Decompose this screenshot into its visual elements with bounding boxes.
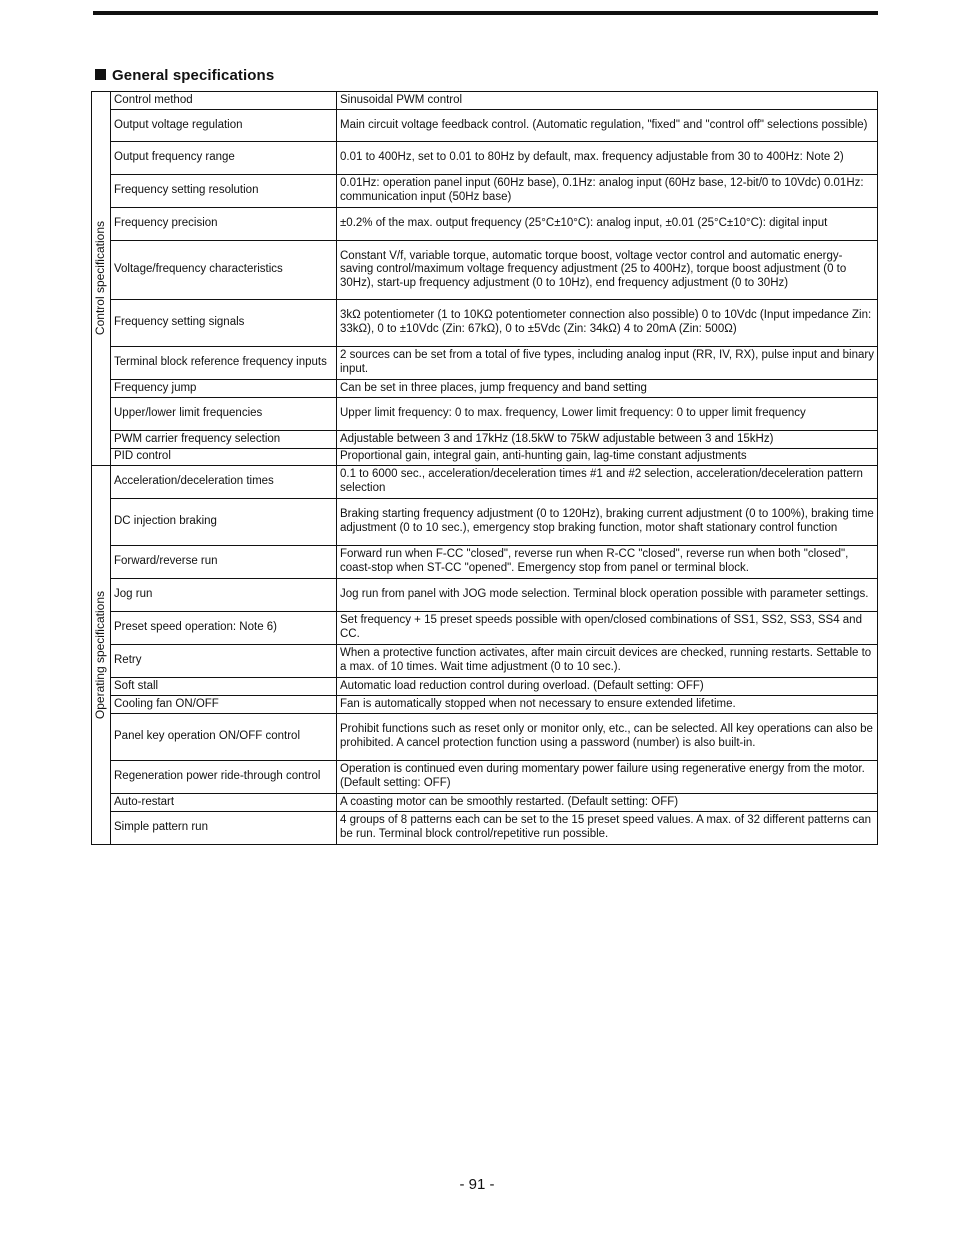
spec-table: [91, 91, 878, 845]
table-row: [92, 499, 878, 546]
table-row: [92, 241, 878, 300]
table-row: [92, 645, 878, 678]
spec-item-name: Preset speed operation: Note 6): [111, 612, 337, 645]
table-row: [92, 110, 878, 142]
spec-item-description: Jog run from panel with JOG mode selection. Terminal block operation possible with parameter settings.: [337, 579, 878, 612]
spec-table-body: [92, 92, 878, 845]
spec-item-name: Control method: [111, 92, 337, 110]
spec-item-name: PID control: [111, 449, 337, 466]
table-row: [92, 696, 878, 714]
spec-item-description: Main circuit voltage feedback control. (Automatic regulation, "fixed" and "control off" selections possible): [337, 110, 878, 142]
spec-item-description: Can be set in three places, jump frequency and band setting: [337, 380, 878, 398]
spec-item-name: Jog run: [111, 579, 337, 612]
spec-item-description: ±0.2% of the max. output frequency (25°C±10°C): analog input, ±0.01 (25°C±10°C): digital input: [337, 208, 878, 241]
spec-item-description: Forward run when F-CC "closed", reverse run when R-CC "closed", reverse run when both "closed", coast-stop when ST-CC "opened". Emergency stop from panel or terminal block.: [337, 546, 878, 579]
control-spec-category-label: Control specifications: [93, 221, 108, 336]
spec-item-name: Regeneration power ride-through control: [111, 761, 337, 794]
spec-item-name: Panel key operation ON/OFF control: [111, 714, 337, 761]
table-row: [92, 175, 878, 208]
spec-item-name: Frequency setting signals: [111, 300, 337, 347]
spec-item-description: 2 sources can be set from a total of five types, including analog input (RR, IV, RX), pulse input and binary input.: [337, 347, 878, 380]
control-spec-category-cell: [92, 92, 111, 466]
table-row: [92, 812, 878, 845]
spec-item-description: Operation is continued even during momentary power failure using regenerative energy from the motor. (Default setting: OFF): [337, 761, 878, 794]
spec-item-name: Terminal block reference frequency inputs: [111, 347, 337, 380]
spec-item-description: 3kΩ potentiometer (1 to 10KΩ potentiometer connection also possible) 0 to 10Vdc (Input impedance Zin: 33kΩ), 0 to ±10Vdc (Zin: 67kΩ), 0 to ±5Vdc (Zin: 34kΩ) 4 to 20mA (Zin: 500Ω): [337, 300, 878, 347]
spec-item-description: When a protective function activates, after main circuit devices are checked, running restarts. Settable to a max. of 10 times. Wait time adjustment (0 to 10 sec.).: [337, 645, 878, 678]
spec-item-name: Auto-restart: [111, 794, 337, 812]
table-row: [92, 612, 878, 645]
section-title: General specifications: [112, 67, 275, 84]
spec-item-description: 0.1 to 6000 sec., acceleration/deceleration times #1 and #2 selection, acceleration/deceleration pattern selection: [337, 466, 878, 499]
table-row: [92, 761, 878, 794]
table-row: [92, 142, 878, 175]
section-heading: [95, 67, 274, 84]
spec-item-description: Braking starting frequency adjustment (0 to 120Hz), braking current adjustment (0 to 100%), braking time adjustment (0 to 10 sec.), emergency stop braking function, motor shaft stationary control function: [337, 499, 878, 546]
spec-item-description: Upper limit frequency: 0 to max. frequency, Lower limit frequency: 0 to upper limit frequency: [337, 398, 878, 431]
table-row: [92, 449, 878, 466]
spec-item-name: DC injection braking: [111, 499, 337, 546]
table-row: [92, 546, 878, 579]
spec-item-description: Sinusoidal PWM control: [337, 92, 878, 110]
spec-item-name: Voltage/frequency characteristics: [111, 241, 337, 300]
table-row: [92, 431, 878, 449]
spec-item-description: Fan is automatically stopped when not necessary to ensure extended lifetime.: [337, 696, 878, 714]
spec-item-description: Automatic load reduction control during overload. (Default setting: OFF): [337, 678, 878, 696]
spec-item-description: Proportional gain, integral gain, anti-hunting gain, lag-time constant adjustments: [337, 449, 878, 466]
table-row: [92, 347, 878, 380]
spec-item-name: Retry: [111, 645, 337, 678]
spec-item-description: A coasting motor can be smoothly restarted. (Default setting: OFF): [337, 794, 878, 812]
spec-item-name: Upper/lower limit frequencies: [111, 398, 337, 431]
spec-item-description: Constant V/f, variable torque, automatic torque boost, voltage vector control and automatic energy-saving control/maximum voltage frequency adjustment (25 to 400Hz), torque boost adjustment (0 to 30Hz), start-up frequency adjustment (0 to 10Hz), end frequency adjustment (0 to 30Hz): [337, 241, 878, 300]
spec-item-name: Frequency jump: [111, 380, 337, 398]
table-row: [92, 208, 878, 241]
spec-item-description: Adjustable between 3 and 17kHz (18.5kW to 75kW adjustable between 3 and 15kHz): [337, 431, 878, 449]
table-row: [92, 794, 878, 812]
bullet-square-icon: [95, 69, 106, 80]
spec-item-name: Frequency setting resolution: [111, 175, 337, 208]
table-row: [92, 579, 878, 612]
spec-item-name: Output voltage regulation: [111, 110, 337, 142]
table-row: [92, 714, 878, 761]
spec-item-name: Cooling fan ON/OFF: [111, 696, 337, 714]
table-row: [92, 398, 878, 431]
spec-item-name: Simple pattern run: [111, 812, 337, 845]
page-number: - 91 -: [459, 1176, 495, 1193]
top-rule: [93, 11, 878, 15]
table-row: [92, 466, 878, 499]
spec-item-name: Output frequency range: [111, 142, 337, 175]
spec-item-name: Forward/reverse run: [111, 546, 337, 579]
table-row: [92, 380, 878, 398]
spec-item-description: 0.01 to 400Hz, set to 0.01 to 80Hz by default, max. frequency adjustable from 30 to 400Hz: Note 2): [337, 142, 878, 175]
table-row: [92, 678, 878, 696]
spec-item-name: PWM carrier frequency selection: [111, 431, 337, 449]
spec-item-name: Soft stall: [111, 678, 337, 696]
table-row: [92, 300, 878, 347]
spec-item-description: 4 groups of 8 patterns each can be set to the 15 preset speed values. A max. of 32 different patterns can be run. Terminal block control/repetitive run possible.: [337, 812, 878, 845]
operating-spec-category-cell: [92, 466, 111, 845]
table-row: [92, 92, 878, 110]
spec-item-description: Prohibit functions such as reset only or monitor only, etc., can be selected. All key operations can also be prohibited. A cancel protection function using a password (number) is also built-in.: [337, 714, 878, 761]
spec-item-name: Acceleration/deceleration times: [111, 466, 337, 499]
spec-item-description: 0.01Hz: operation panel input (60Hz base), 0.1Hz: analog input (60Hz base, 12-bit/0 to 10Vdc) 0.01Hz: communication input (50Hz base): [337, 175, 878, 208]
spec-item-description: Set frequency + 15 preset speeds possible with open/closed combinations of SS1, SS2, SS3, SS4 and CC.: [337, 612, 878, 645]
operating-spec-category-label: Operating specifications: [93, 590, 108, 720]
spec-item-name: Frequency precision: [111, 208, 337, 241]
